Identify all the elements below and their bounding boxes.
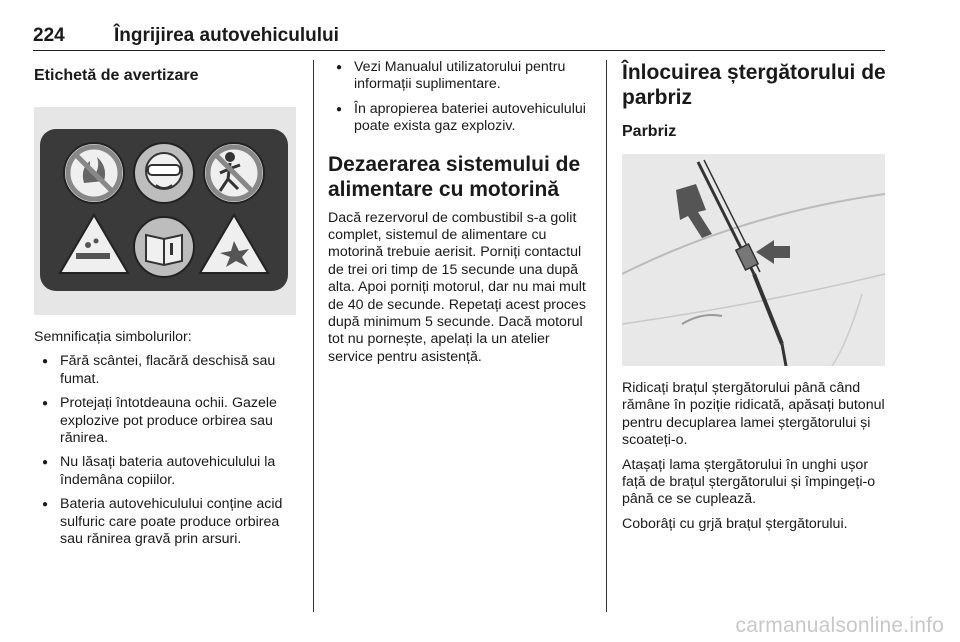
wiper-step-1: Ridicați brațul ștergătorului până când rămâne în poziție ridicată, apăsați butonul pentru decuplarea lamei ștergătorului și scoateți-o.: [622, 380, 885, 449]
column-divider: [313, 60, 314, 612]
symbols-list-continued: [328, 59, 594, 136]
list-item: ● Nu lăsați bateria autovehiculului la îndemâna copiilor.: [34, 454, 296, 489]
wiper-step-3: Coborâți cu grjă brațul ștergătorului.: [622, 515, 848, 532]
section-heading-wiper-replacement: Înlocuirea ștergătorului de parbriz: [622, 61, 886, 109]
eye-protection-icon: [134, 143, 194, 203]
subheading-windshield: Parbriz: [622, 123, 677, 140]
page-number: 224: [33, 25, 65, 46]
warning-label-figure: [34, 107, 296, 315]
page-header: [33, 24, 885, 51]
wiper-figure: [622, 154, 885, 366]
diesel-bleeding-paragraph: Dacă rezervorul de combustibil s-a golit complet, sistemul de alimentare cu motorină trebuie aerisit. Porniți contactul de trei ori timp de 15 secunde una după alta. Apoi porniți motorul, dar nu mai mult de 40 de secunde. Repetați acest proces după minimum 5 secunde. Dacă motorul tot nu pornește, apelați la un atelier service pentru asistență.: [328, 209, 586, 365]
list-item: ● Fără scântei, flacără deschisă sau fumat.: [34, 353, 296, 388]
no-fire-icon: [64, 143, 124, 203]
column-middle: [328, 60, 594, 366]
list-item: ● Bateria autovehiculului conține acid sulfuric care poate produce orbirea sau rănirea gravă prin arsuri.: [34, 496, 296, 548]
list-item: ● Protejați întotdeauna ochii. Gazele explozive pot produce orbirea sau rănirea.: [34, 395, 296, 447]
list-item: ● În apropierea bateriei autovehiculului poate exista gaz exploziv.: [328, 101, 594, 136]
keep-children-away-icon: [204, 143, 264, 203]
section-heading-diesel-bleeding: Dezaerarea sistemului de alimentare cu motorină: [328, 152, 581, 201]
chapter-title: Îngrijirea autovehiculului: [114, 25, 339, 46]
column-right: [622, 60, 888, 533]
list-item: ● Vezi Manualul utilizatorului pentru informații suplimentare.: [328, 59, 594, 94]
release-button-arrow-icon: [756, 240, 790, 264]
warning-label-illustration: [34, 107, 296, 315]
read-manual-icon: [134, 217, 194, 277]
symbols-list: [34, 353, 296, 548]
column-left: [34, 60, 296, 548]
column-divider: [606, 60, 607, 612]
wiper-step-2: Atașați lama ștergătorului în unghi ușor față de brațul ștergătorului și împingeți-o până ce se cuplează.: [622, 456, 876, 508]
section-heading-warning-label: Etichetă de avertizare: [34, 67, 199, 84]
wiper-illustration: [622, 154, 885, 366]
lift-arrow-icon: [676, 184, 712, 238]
watermark: carmanualsonline.info: [735, 614, 944, 637]
symbols-intro: Semnificația simbolurilor:: [34, 329, 192, 345]
